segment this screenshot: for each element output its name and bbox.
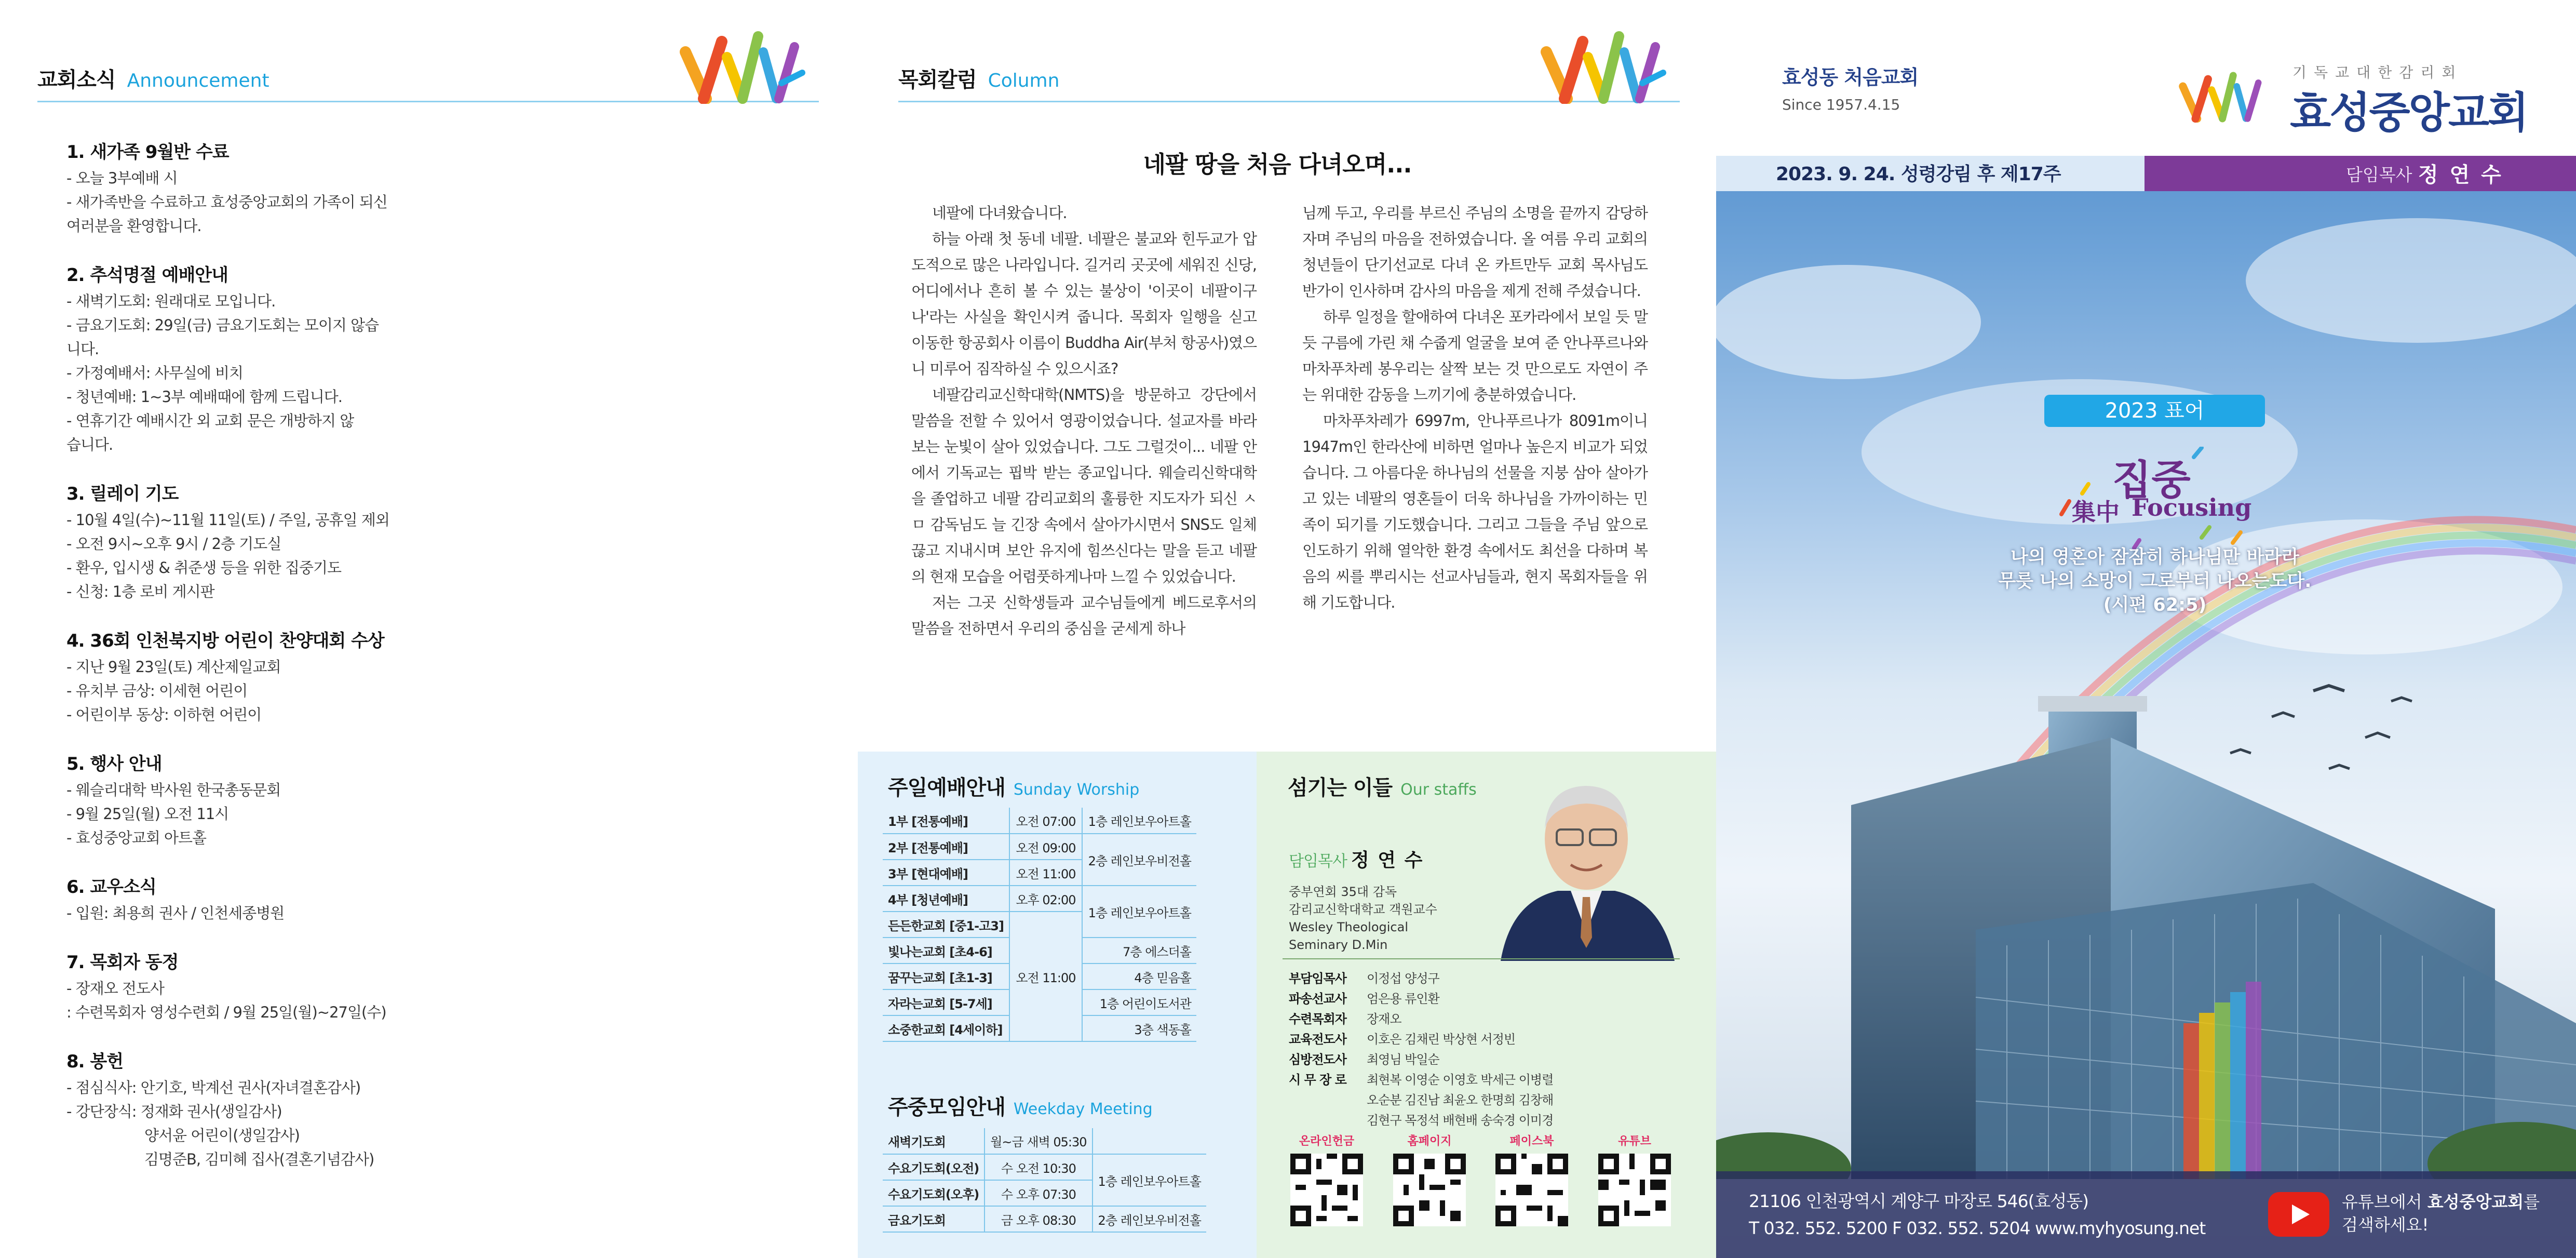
church-address: 21106 인천광역시 계양구 마장로 546(효성동) <box>1749 1191 2088 1211</box>
announcement-line: 니다. <box>66 340 99 358</box>
table-cell: 2부 [전통예배] <box>883 834 1009 860</box>
focus-title-hanja: 集中 <box>2072 498 2120 526</box>
qr-label: 페이스북 <box>1509 1135 1554 1148</box>
announcement-line: - 연휴기간 예배시간 외 교회 문은 개방하지 않 <box>66 412 354 430</box>
column-paragraph: 마차푸차레가 6997m, 안나푸르나가 8091m이니 1947m인 한라산에 비하면 얼마나 높은지 비교가 되었습니다. 그 아름다운 하나님의 선물을 지붕 삼아 살아가고 있는 네팔의 영혼들이 더욱 하나님을 가까이하는 민족이 되기를 기도했습니다. 그리고 그들을 주님 앞으로 인도하기 위해 열악한 환경 속에서도 최선을 다하며 복음의 씨를 뿌리시는 선교사님들과, 현지 목회자들을 위해 기도합니다. <box>1302 412 1648 611</box>
table-cell: 1층 레인보우아트홀 <box>1082 886 1196 938</box>
staff-pastor-role: 담임목사 <box>1289 852 1347 871</box>
table-cell: 수 오전 10:30 <box>984 1154 1092 1180</box>
announcement-item <box>66 479 430 604</box>
staff-names: 이정섭 양성구 <box>1367 971 1439 986</box>
table-cell: 수요기도회(오전) <box>883 1154 984 1180</box>
column-article-title: 네팔 땅을 처음 다녀오며... <box>1143 151 1412 178</box>
column-paragraph: 님께 두고, 우리를 부르신 주님의 소명을 끝까지 감당하자며 주님의 마음을 전하였습니다. 올 여름 우리 교회의 청년들이 단기선교로 다녀 온 카트만두 교회 목사님도 반가이 인사하며 감사의 마음을 제게 전해 주셨습니다. <box>1302 204 1648 300</box>
staff-role <box>1289 1110 1367 1131</box>
youtube-cta <box>2342 1190 2540 1236</box>
announcement-item-title: 2. 추석명절 예배안내 <box>66 265 228 286</box>
announcement-line: - 점심식사: 안기호, 박계선 권사(자녀결혼감사) <box>66 1079 361 1096</box>
table-cell: 새벽기도회 <box>883 1128 984 1154</box>
staff-pastor-name: 정 연 수 <box>1351 850 1424 871</box>
table-row <box>883 1128 1206 1154</box>
table-cell: 꿈꾸는교회 [초1-3] <box>883 963 1009 989</box>
weekday-meeting-header <box>888 1091 1153 1120</box>
column-text-right <box>1302 200 1648 615</box>
staff-role: 교육전도사 <box>1289 1032 1346 1047</box>
announcement-line: - 청년예배: 1~3부 예배때에 함께 드립니다. <box>66 388 342 406</box>
table-cell: 오전 07:00 <box>1009 808 1082 834</box>
table-cell: 2층 레인보우비전홀 <box>1093 1206 1206 1232</box>
announcement-item <box>66 1047 430 1171</box>
church-contact <box>1749 1188 2205 1242</box>
focus-title-ko: 집중 <box>2112 457 2191 504</box>
announcement-item-title: 8. 봉헌 <box>66 1051 124 1072</box>
announcement-item <box>66 626 430 727</box>
staff-row <box>1289 969 1553 989</box>
staff-row <box>1289 1070 1553 1090</box>
staff-role: 파송선교사 <box>1289 992 1346 1006</box>
announcement-line: - 웨슬리대학 박사원 한국총동문회 <box>66 781 281 799</box>
announcement-line: - 오전 9시~오후 9시 / 2층 기도실 <box>66 535 281 553</box>
announcement-line: - 새가족반을 수료하고 효성중앙교회의 가족이 되신 <box>66 193 387 211</box>
cover-pastor-role: 담임목사 <box>2346 165 2412 185</box>
announcement-header <box>37 63 269 93</box>
announcement-item-title: 4. 36회 인천북지방 어린이 찬양대회 수상 <box>66 631 384 651</box>
table-row <box>883 834 1196 860</box>
focus-accent-icon <box>2046 447 2264 551</box>
announcement-line: - 지난 9월 23일(토) 계산제일교회 <box>66 658 281 676</box>
column-paragraph: 네팔감리교신학대학(NMTS)을 방문하고 강단에서 말씀을 전할 수 있어서 영광이었습니다. 설교자를 바라보는 눈빛이 살아 있었습니다. 그도 그럴것이... 네팔 안에서 기독교는 핍박 받는 종교입니다. 웨슬리신학대학을 졸업하고 네팔 감리교회의 훌륭한 지도자가 되신 ㅅㅁ 감독님도 늘 긴장 속에서 살아가시면서 SNS도 일체 끊고 지내시며 보안 유지에 힘쓰신다는 말을 듣고 네팔의 현재 모습을 어렴풋하게나마 느낄 수 있었습니다. <box>911 386 1257 585</box>
bio-line: Seminary D.Min <box>1289 938 1388 952</box>
youtube-channel-name: 효성중앙교회 <box>2427 1192 2524 1212</box>
church-logo-icon <box>2176 55 2269 132</box>
sunday-worship-title-ko: 주일예배안내 <box>888 776 1005 800</box>
staff-row <box>1289 1029 1553 1050</box>
announcement-line: - 새벽기도회: 원래대로 모입니다. <box>66 292 276 310</box>
announcement-line: - 어린이부 동상: 이하현 어린이 <box>66 706 262 724</box>
announcement-line: 습니다. <box>66 436 113 453</box>
announcement-line: - 9월 25일(월) 오전 11시 <box>66 805 229 823</box>
announcement-line: - 효성중앙교회 아트홀 <box>66 829 207 847</box>
column-title-en: Column <box>988 70 1060 91</box>
staff-title-en: Our staffs <box>1400 781 1477 799</box>
youtube-icon[interactable] <box>2268 1192 2329 1237</box>
table-cell: 오전 11:00 <box>1009 912 1082 1041</box>
announcement-line: : 수련목회자 영성수련회 / 9월 25일(월)~27일(수) <box>66 1003 386 1021</box>
announcement-item <box>66 138 430 238</box>
bio-line: 감리교신학대학교 객원교수 <box>1289 902 1437 917</box>
table-cell: 7층 에스더홀 <box>1082 938 1196 963</box>
cover-panel <box>1716 0 2576 1258</box>
announcement-line: - 10월 4일(수)~11월 11일(토) / 주일, 공휴일 제외 <box>66 511 389 529</box>
table-cell: 1층 어린이도서관 <box>1082 989 1196 1015</box>
church-since: Since 1957.4.15 <box>1782 96 1900 113</box>
staff-names: 이호은 김채린 박상현 서정빈 <box>1367 1032 1516 1047</box>
staff-names: 오순분 김진남 최윤오 한명희 김창해 <box>1367 1093 1554 1107</box>
announcement-item-title: 3. 릴레이 기도 <box>66 484 179 504</box>
qr-code-icon <box>1495 1154 1568 1226</box>
table-cell: 빛나는교회 [초4-6] <box>883 938 1009 963</box>
staff-names: 최영님 박일순 <box>1367 1052 1439 1067</box>
table-cell: 든든한교회 [중1-고3] <box>883 912 1009 938</box>
sunday-worship-header <box>888 771 1139 801</box>
staff-role: 수련목회자 <box>1289 1012 1346 1026</box>
weekday-meeting-title-ko: 주중모임안내 <box>888 1095 1005 1119</box>
table-cell <box>1093 1128 1206 1154</box>
announcement-item-title: 1. 새가족 9월반 수료 <box>66 142 229 163</box>
table-cell: 1층 레인보우아트홀 <box>1093 1154 1206 1206</box>
table-cell: 4층 믿음홀 <box>1082 963 1196 989</box>
table-cell: 오전 09:00 <box>1009 834 1082 860</box>
staff-names: 장재오 <box>1367 1012 1401 1026</box>
announcement-line: 여러분을 환영합니다. <box>66 217 201 235</box>
announcement-line: - 유치부 금상: 이세현 어린이 <box>66 682 248 700</box>
announcement-item-title: 7. 목회자 동정 <box>66 952 179 973</box>
verse-line: (시편 62:5) <box>2103 595 2207 615</box>
announcement-line: - 강단장식: 정재화 권사(생일감사) <box>66 1103 282 1120</box>
verse-line: 나의 영혼아 잠잠히 하나님만 바라라 <box>2011 547 2299 568</box>
table-cell: 금 오후 08:30 <box>984 1206 1092 1232</box>
staff-role <box>1289 1090 1367 1110</box>
table-row <box>883 808 1196 834</box>
announcement-item-title: 6. 교우소식 <box>66 877 156 898</box>
qr-online-offering[interactable] <box>1290 1132 1363 1228</box>
table-cell: 2층 레인보우비전홀 <box>1082 834 1196 886</box>
announcement-title-en: Announcement <box>127 70 269 91</box>
column-text-left <box>911 200 1257 641</box>
column-title-ko: 목회칼럼 <box>898 68 977 92</box>
church-logo-icon <box>675 21 810 104</box>
table-cell: 4부 [청년예배] <box>883 886 1009 912</box>
table-row <box>883 886 1196 912</box>
announcement-line: - 입원: 최용희 권사 / 인천세종병원 <box>66 904 285 922</box>
verse-line: 무릇 나의 소망이 그로부터 나오는도다. <box>1998 571 2312 592</box>
column-paragraph: 하늘 아래 첫 동네 네팔. 네팔은 불교와 힌두교가 압도적으로 많은 나라입니다. 길거리 곳곳에 세워진 신당, 어디에서나 흔히 볼 수 있는 불상이 '이곳이 네팔이구나'라는 사실을 확인시켜 줍니다. 목회자 일행을 싣고 이동한 항공회사 이름이 Buddha Air(부처 항공사)였으니 미루어 짐작하실 수 있으시죠? <box>911 230 1257 378</box>
table-cell: 3층 색동홀 <box>1082 1015 1196 1041</box>
staff-row <box>1289 1110 1553 1131</box>
staff-names: 엄은용 류인환 <box>1367 992 1439 1006</box>
focus-title-en: Focusing <box>2132 493 2252 521</box>
qr-label: 홈페이지 <box>1407 1135 1452 1148</box>
church-phone-web[interactable]: T 032. 552. 5200 F 032. 552. 5204 www.myhyosung.net <box>1749 1218 2206 1238</box>
weekday-meeting-title-en: Weekday Meeting <box>1013 1100 1153 1118</box>
verse <box>1973 545 2337 617</box>
youtube-line2: 검색하세요! <box>2342 1215 2429 1235</box>
announcement-line: - 오늘 3부예배 시 <box>66 169 178 187</box>
announcement-list <box>66 138 430 1194</box>
table-cell: 수 오후 07:30 <box>984 1180 1092 1206</box>
cover-pastor-name: 정 연 수 <box>2418 163 2503 187</box>
table-cell: 3부 [현대예배] <box>883 860 1009 886</box>
staff-row <box>1289 1090 1553 1110</box>
announcement-item <box>66 873 430 925</box>
cover-photo <box>1716 192 2576 1179</box>
qr-label: 온라인헌금 <box>1299 1135 1355 1148</box>
announcement-item <box>66 261 430 457</box>
staff-list <box>1289 969 1553 1131</box>
column-paragraph: 저는 그곳 신학생들과 교수님들에게 베드로후서의 말씀을 전하면서 우리의 중심을 굳세게 하나 <box>911 594 1257 637</box>
announcement-item-title: 5. 행사 안내 <box>66 754 162 774</box>
announcement-item <box>66 948 430 1024</box>
table-cell: 1층 레인보우아트홀 <box>1082 808 1196 834</box>
bulletin-date: 2023. 9. 24. 성령강림 후 제17주 <box>1776 164 2061 185</box>
qr-facebook[interactable] <box>1495 1132 1568 1228</box>
staff-row <box>1289 1009 1553 1029</box>
announcement-title-ko: 교회소식 <box>37 68 116 92</box>
announcement-line: - 가정예배서: 사무실에 비치 <box>66 364 244 382</box>
qr-youtube[interactable] <box>1598 1132 1671 1228</box>
staff-role: 부담임목사 <box>1289 971 1346 986</box>
table-cell: 월~금 새벽 05:30 <box>984 1128 1092 1154</box>
table-cell: 소중한교회 [4세이하] <box>883 1015 1009 1041</box>
announcement-item <box>66 750 430 850</box>
table-cell: 자라는교회 [5-7세] <box>883 989 1009 1015</box>
staff-title-ko: 섬기는 이들 <box>1288 776 1393 800</box>
table-row <box>883 1206 1206 1232</box>
announcement-line: 양서윤 어린이(생일감사) <box>144 1127 300 1144</box>
table-cell: 1부 [전통예배] <box>883 808 1009 834</box>
bio-line: 중부연회 35대 감독 <box>1289 885 1397 899</box>
denomination: 기독교대한감리회 <box>2292 64 2463 81</box>
staff-divider <box>1283 958 1680 959</box>
announcement-line: 김명준B, 김미혜 집사(결혼기념감사) <box>144 1150 374 1168</box>
announcement-line: - 신청: 1층 로비 게시판 <box>66 583 214 600</box>
table-cell: 금요기도회 <box>883 1206 984 1232</box>
staff-role: 심방전도사 <box>1289 1052 1346 1067</box>
church-subtitle: 효성동 처음교회 <box>1782 66 1919 89</box>
youtube-suffix: 를 <box>2524 1192 2540 1212</box>
youtube-prefix: 유튜브에서 <box>2342 1192 2427 1212</box>
weekday-meeting-table <box>883 1128 1206 1233</box>
staff-header <box>1288 771 1477 801</box>
staff-names: 김현구 목정석 배현배 송숙경 이미경 <box>1367 1113 1554 1128</box>
church-name: 효성중앙교회 <box>2290 88 2528 138</box>
bio-line: Wesley Theological <box>1289 920 1409 934</box>
announcement-line: - 환우, 입시생 & 취준생 등을 위한 집중기도 <box>66 559 342 577</box>
pastor-photo <box>1495 761 1677 961</box>
qr-code-icon <box>1598 1154 1671 1226</box>
column-paragraph: 하루 일정을 할애하여 다녀온 포카라에서 보일 듯 말듯 구름에 가린 채 수줍게 얼굴을 보여 준 안나푸르나와 마차푸차레 봉우리는 살짝 보는 것 만으로도 자연이 주는 위대한 감동을 느끼기에 충분하였습니다. <box>1302 308 1648 404</box>
column-header <box>898 63 1059 93</box>
motto-label: 2023 표어 <box>2044 395 2265 427</box>
announcement-line: - 금요기도회: 29일(금) 금요기도회는 모이지 않습 <box>66 316 379 334</box>
column-paragraph: 네팔에 다녀왔습니다. <box>932 204 1067 222</box>
qr-code-icon <box>1290 1154 1363 1226</box>
staff-names: 최현복 이영순 이영호 박세근 이병렬 <box>1367 1073 1554 1087</box>
sunday-worship-title-en: Sunday Worship <box>1013 781 1140 799</box>
table-cell: 오후 02:00 <box>1009 886 1082 912</box>
staff-pastor-bio <box>1289 883 1437 954</box>
table-cell: 오전 11:00 <box>1009 860 1082 886</box>
church-logo-icon <box>1536 21 1671 104</box>
staff-row <box>1289 989 1553 1009</box>
qr-label: 유튜브 <box>1618 1135 1651 1148</box>
sunday-worship-table <box>883 808 1196 1042</box>
staff-role: 시 무 장 로 <box>1289 1073 1346 1087</box>
staff-row <box>1289 1050 1553 1070</box>
table-row <box>883 1154 1206 1180</box>
qr-code-icon <box>1393 1154 1466 1226</box>
announcement-line: - 장재오 전도사 <box>66 980 164 997</box>
qr-homepage[interactable] <box>1393 1132 1466 1228</box>
table-cell: 수요기도회(오후) <box>883 1180 984 1206</box>
